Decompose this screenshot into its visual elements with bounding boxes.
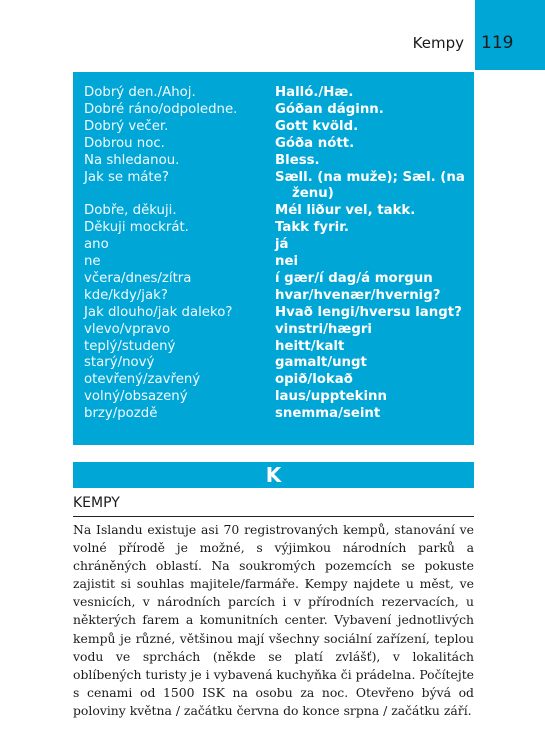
czech-phrase: včera/dnes/zítra — [84, 270, 192, 286]
czech-phrase: teplý/studený — [84, 338, 176, 354]
czech-phrase: Dobře, děkuji. — [84, 203, 177, 219]
czech-phrase: Dobré ráno/odpoledne. — [84, 101, 238, 117]
phrase-row — [73, 185, 474, 202]
phrase-row — [73, 371, 474, 388]
czech-phrase: volný/obsazený — [84, 389, 188, 405]
phrase-row — [73, 236, 474, 253]
icelandic-phrase: Bless. — [275, 152, 320, 168]
icelandic-phrase: nei — [275, 254, 299, 269]
czech-phrase: otevřený/zavřený — [84, 372, 201, 388]
body-paragraph: Na Islandu existuje asi 70 registrovaných kempů, stanování ve volné přírodě je možné, s výjimkou národních parků a chráněných oblastí. Na soukromých pozemcích se pokuste zajistit si souhlas majitele/farmáře. Kempy najdete u měst, ve vesnicích, v národních parcích i v přírodních rezervacích, u některých farem a komunitních center. Vybavení jednotlivých kempů je různé, většinou mají všechny sociální zařízení, teplou vodu ve sprchách (někde se platí zvlášť), v lokalitách oblíbených turisty je i vybavená kuchyňka či prádelna. Počítejte s cenami od 1500 ISK na osobu za noc. Otevřeno bývá od poloviny května / začátku června do konce srpna / začátku září. — [73, 522, 474, 718]
icelandic-phrase: Gott kvöld. — [275, 118, 359, 134]
phrase-row — [73, 354, 474, 371]
phrase-row — [73, 304, 474, 321]
czech-phrase: Děkuji mockrát. — [84, 220, 189, 236]
czech-phrase: Dobrý večer. — [84, 118, 169, 134]
czech-phrase: starý/nový — [84, 355, 155, 371]
icelandic-phrase: snemma/seint — [275, 406, 381, 422]
icelandic-phrase: Góðan dáginn. — [275, 101, 384, 117]
icelandic-phrase: laus/upptekinn — [275, 389, 387, 405]
czech-phrase: ano — [84, 237, 109, 253]
phrase-row — [73, 219, 474, 236]
icelandic-phrase: vinstri/hægri — [275, 321, 372, 337]
icelandic-phrase: Mél liður vel, takk. — [275, 203, 416, 219]
czech-phrase: vlevo/vpravo — [84, 321, 171, 337]
phrase-row — [73, 253, 474, 270]
phrase-row — [73, 405, 474, 422]
icelandic-phrase: Halló./Hæ. — [275, 85, 354, 100]
phrase-row — [73, 270, 474, 287]
phrase-row — [73, 202, 474, 219]
page-number: 119 — [481, 33, 514, 53]
czech-phrase: brzy/pozdě — [84, 406, 158, 422]
icelandic-phrase: hvar/hvenær/hvernig? — [275, 287, 441, 303]
icelandic-phrase: já — [275, 237, 289, 253]
phrase-table — [73, 72, 474, 445]
phrase-row — [73, 388, 474, 405]
czech-phrase: Jak se máte? — [84, 169, 169, 185]
phrase-row — [73, 135, 474, 152]
section-letter-bar: K — [73, 462, 474, 488]
phrase-row — [73, 287, 474, 304]
phrase-row — [73, 321, 474, 338]
czech-phrase: Jak dlouho/jak daleko? — [84, 304, 233, 320]
czech-phrase: Dobrý den./Ahoj. — [84, 85, 196, 100]
czech-phrase: Na shledanou. — [84, 152, 180, 168]
czech-phrase: Dobrou noc. — [84, 135, 165, 151]
icelandic-phrase: opið/lokað — [275, 372, 353, 388]
phrase-row — [73, 152, 474, 169]
icelandic-phrase: ženu) — [292, 186, 334, 202]
icelandic-phrase: í gær/í dag/á morgun — [275, 270, 433, 286]
phrase-row — [73, 169, 474, 186]
phrase-row — [73, 338, 474, 355]
icelandic-phrase: gamalt/ungt — [275, 355, 367, 371]
section-heading: KEMPY — [73, 495, 120, 511]
czech-phrase: kde/kdy/jak? — [84, 287, 168, 303]
icelandic-phrase: Sæll. (na muže); Sæl. (na — [275, 169, 465, 185]
phrase-row — [73, 84, 474, 101]
icelandic-phrase: Góða nótt. — [275, 135, 355, 151]
icelandic-phrase: heitt/kalt — [275, 338, 345, 354]
icelandic-phrase: Takk fyrir. — [275, 220, 349, 236]
phrase-row — [73, 118, 474, 135]
heading-divider — [73, 516, 474, 517]
icelandic-phrase: Hvað lengi/hversu langt? — [275, 304, 462, 320]
running-header-title: Kempy — [412, 34, 464, 52]
czech-phrase: ne — [84, 254, 101, 269]
phrase-row — [73, 101, 474, 118]
page-number-tab — [475, 0, 545, 70]
